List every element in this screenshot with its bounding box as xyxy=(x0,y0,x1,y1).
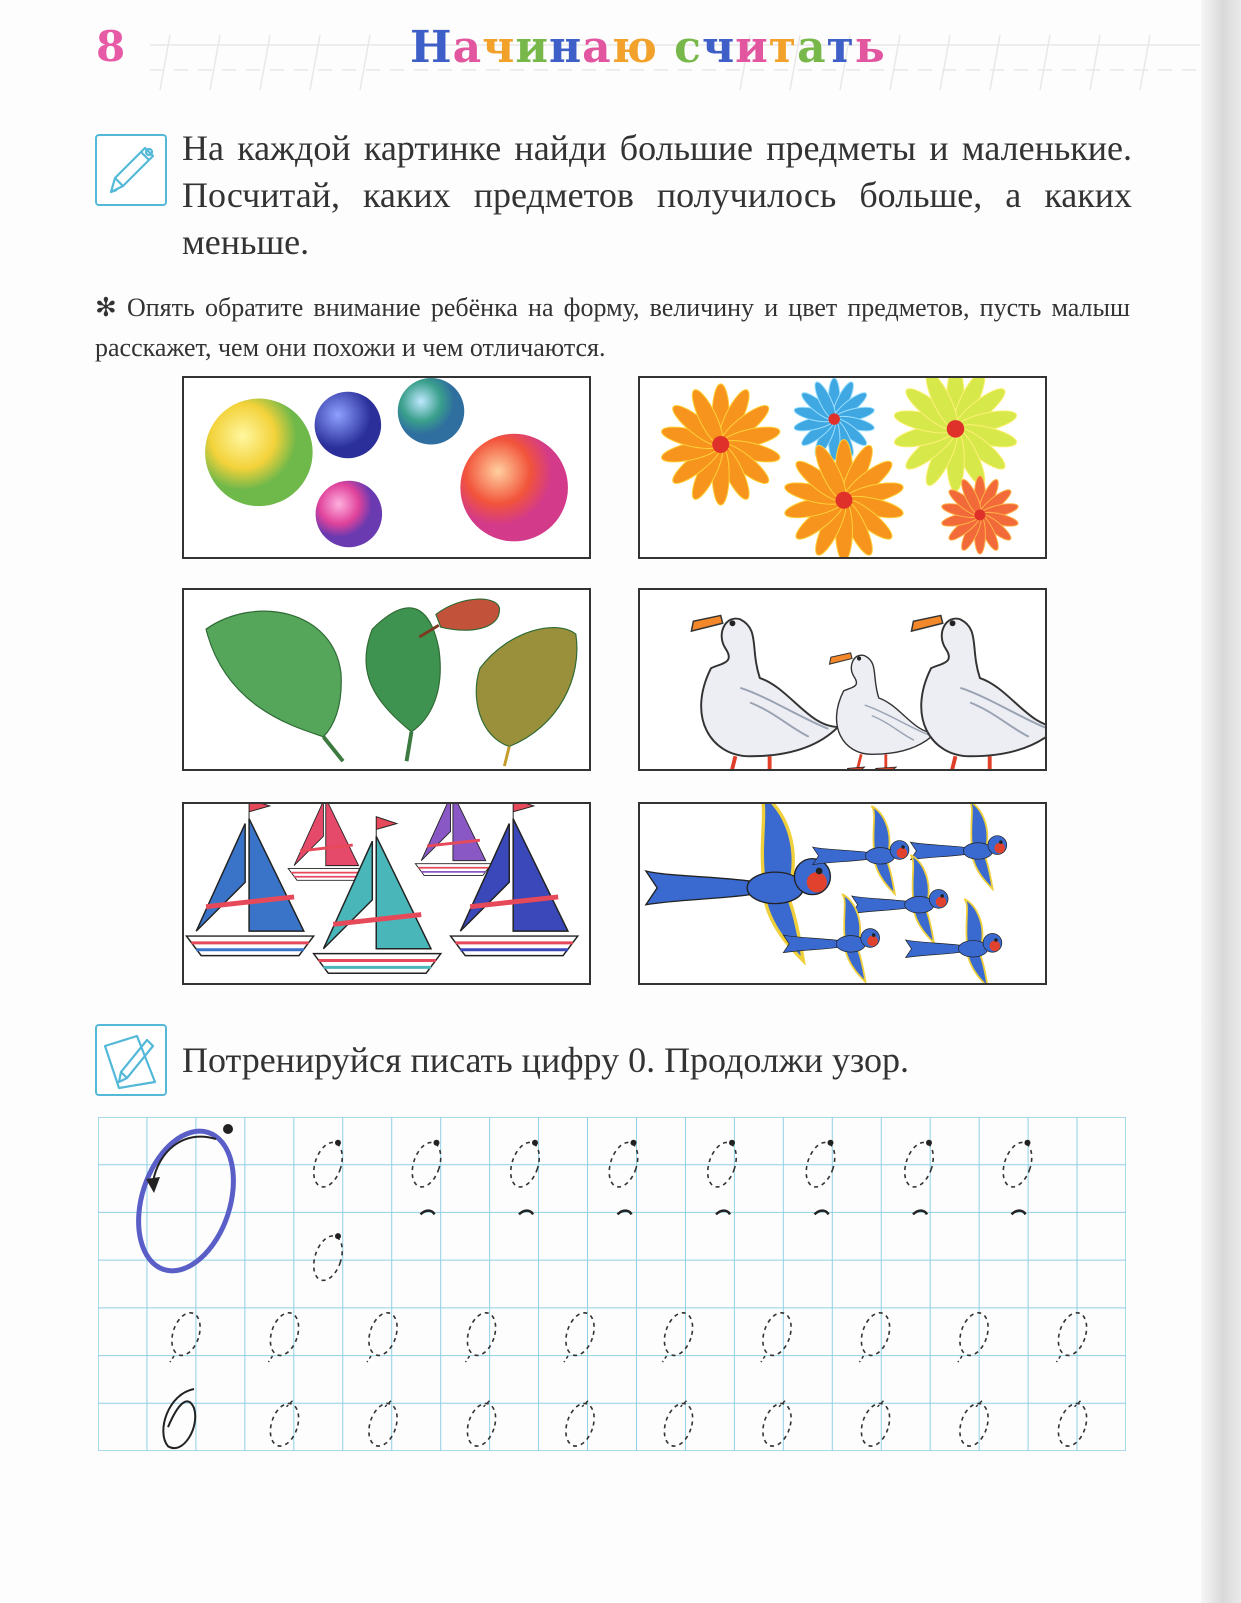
picture-sailboats xyxy=(182,802,591,985)
trace-zero xyxy=(1053,1309,1091,1362)
title-letter: Н xyxy=(410,22,453,73)
picture-swallows xyxy=(638,802,1047,985)
page-edge-shadow xyxy=(1201,0,1241,1603)
trace-zero xyxy=(955,1309,993,1362)
writing-grid[interactable] xyxy=(98,1117,1126,1451)
task1-instruction: На каждой картинке найди большие предметы и маленькие. Посчитай, каких предметов получилось больше, а каких меньше. xyxy=(182,128,1132,262)
parent-note xyxy=(95,288,1130,368)
title-letter: н xyxy=(548,22,583,73)
flower xyxy=(892,378,1018,491)
trace-zero xyxy=(1053,1400,1091,1450)
title-letter: а xyxy=(797,22,827,73)
trace-zero xyxy=(265,1400,303,1450)
goose xyxy=(829,653,935,769)
title-letter: а xyxy=(582,22,612,73)
trace-zero xyxy=(659,1400,697,1450)
title-letter: ч xyxy=(701,22,736,73)
sailboat xyxy=(186,804,313,956)
flower xyxy=(793,378,876,460)
task2-instruction: Потренируйся писать цифру 0. Продолжи узор. xyxy=(182,1040,909,1080)
title-letter: т xyxy=(826,22,855,73)
trace-zero xyxy=(167,1309,205,1362)
picture-flowers xyxy=(638,376,1047,559)
sample-zero xyxy=(122,1119,250,1283)
title-letter: ч xyxy=(482,22,516,73)
trace-zero xyxy=(462,1400,500,1450)
note-marker: ✻ xyxy=(95,293,117,322)
title-letter: ю xyxy=(611,22,658,73)
title-letter: ь xyxy=(854,22,886,73)
picture-geese xyxy=(638,588,1047,771)
trace-zero xyxy=(856,1400,894,1450)
trace-zero xyxy=(364,1400,402,1450)
handwritten-zero xyxy=(163,1389,195,1448)
trace-zero xyxy=(659,1309,697,1362)
trace-zero xyxy=(758,1400,796,1450)
title-letter: и xyxy=(515,22,549,73)
trace-zero xyxy=(364,1309,402,1362)
picture-balls xyxy=(182,376,591,559)
note-text: Опять обратите внимание ребёнка на форму, величину и цвет предметов, пусть малыш расскажет, чем они похожи и чем отличаются. xyxy=(95,293,1131,362)
title-letter: т xyxy=(768,22,798,73)
goose xyxy=(691,615,838,769)
picture-leaves xyxy=(182,588,591,771)
title-letter xyxy=(658,22,674,73)
pencil-icon xyxy=(95,134,167,206)
title-letter: и xyxy=(735,22,769,73)
trace-zero xyxy=(758,1309,796,1362)
trace-zero xyxy=(561,1400,599,1450)
page-number: 8 xyxy=(96,22,126,71)
pen-paper-icon xyxy=(95,1024,167,1096)
trace-zero xyxy=(462,1309,500,1362)
sailboat xyxy=(415,804,491,875)
title-letter: а xyxy=(452,22,483,73)
flower xyxy=(783,440,905,557)
sailboat xyxy=(288,804,364,880)
trace-zero xyxy=(265,1309,303,1362)
title-letter: с xyxy=(674,22,702,73)
page-title xyxy=(410,22,886,73)
trace-zero xyxy=(856,1309,894,1362)
flower xyxy=(660,384,782,505)
trace-zero xyxy=(955,1400,993,1450)
trace-zero xyxy=(309,1232,348,1284)
goose xyxy=(911,615,1045,769)
trace-zero xyxy=(561,1309,599,1362)
